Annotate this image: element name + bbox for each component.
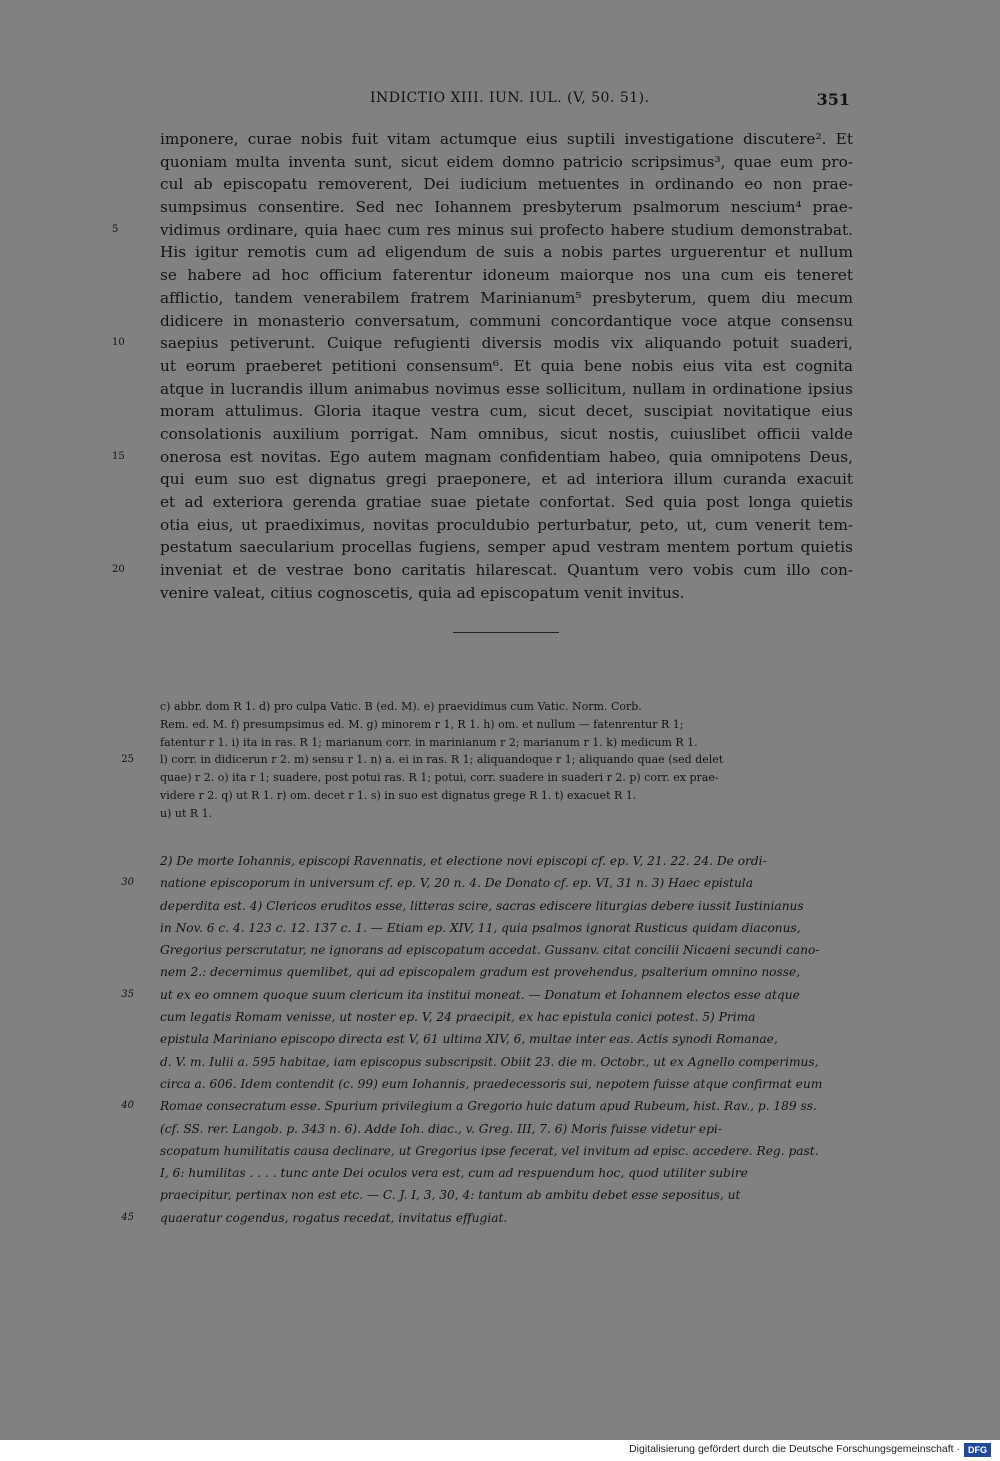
note-line — [121, 872, 853, 894]
body-line — [112, 332, 853, 355]
note-line — [160, 1140, 853, 1162]
note-text: epistula Mariniano episcopo directa est V, 61 ultima XIV, 6, multae inter eas. Actis synodi Romanae, — [160, 1032, 778, 1047]
line-number: 10 — [112, 337, 125, 349]
note-line — [121, 1207, 853, 1229]
apparatus-text: Rem. ed. M. f) presumpsimus ed. M. g) minorem r 1, R 1. h) om. et nullum — fatenrentur R 1; — [160, 717, 684, 731]
page-number: 351 — [816, 90, 850, 109]
note-text: natione episcoporum in universum cf. ep. V, 20 n. 4. De Donato cf. ep. VI, 31 n. 3) Haec epistula — [160, 876, 753, 891]
dfg-logo: DFG — [964, 1443, 991, 1457]
note-text: quaeratur cogendus, rogatus recedat, invitatus effugiat. — [160, 1210, 508, 1225]
note-text: Gregorius perscrutatur, ne ignorans ad episcopatum accedat. Gussanv. citat concilii Nicaeni secundi cano- — [160, 943, 820, 958]
note-line — [160, 1028, 853, 1050]
line-number: 20 — [112, 564, 125, 576]
line-number: 45 — [121, 1211, 134, 1223]
body-text: consolationis auxilium porrigat. Nam omnibus, sicut nostis, cuiuslibet officii valde — [160, 424, 853, 443]
body-text: pestatum saecularium procellas fugiens, semper apud vestram mentem portum quietis — [160, 538, 853, 557]
page-header — [0, 90, 1000, 114]
note-line — [160, 1051, 853, 1073]
apparatus-text: l) corr. in didicerun r 2. m) sensu r 1. n) a. ei in ras. R 1; aliquandoque r 1; aliquando quae (sed delet — [160, 753, 724, 767]
body-line — [160, 468, 853, 491]
body-text: quoniam multa inventa sunt, sicut eidem domno patricio scripsimus³, quae eum pro- — [160, 152, 853, 171]
apparatus-line — [121, 751, 853, 769]
body-line — [160, 378, 853, 401]
note-text: 2) De morte Iohannis, episcopi Ravennatis, et electione novi episcopi cf. ep. V, 21. 22. 24. De ordi- — [160, 854, 767, 868]
critical-apparatus — [121, 698, 853, 823]
body-line — [160, 400, 853, 423]
digitization-footer — [0, 1440, 1000, 1461]
letter-body — [112, 128, 853, 604]
body-text: qui eum suo est dignatus gregi praeponere, et ad interiora illum curanda exacuit — [160, 470, 853, 489]
body-text: vidimus ordinare, quia haec cum res minus sui profecto habere studium demonstrabat. — [160, 220, 853, 239]
body-text: inveniat et de vestrae bono caritatis hilarescat. Quantum vero vobis cum illo con- — [160, 561, 853, 580]
body-line — [160, 151, 853, 174]
body-line — [112, 559, 853, 582]
note-text: cum legatis Romam venisse, ut noster ep. V, 24 praecipit, ex hac epistula conici potest. 5) Prima — [160, 1010, 756, 1025]
note-line — [160, 961, 853, 983]
body-text: imponere, curae nobis fuit vitam actumque eius suptili investigatione discutere². Et — [160, 130, 853, 148]
line-number: 30 — [121, 877, 134, 889]
separator-rule — [453, 632, 559, 633]
line-number: 25 — [121, 754, 134, 766]
apparatus-line — [160, 805, 853, 823]
note-text: Romae consecratum esse. Spurium privilegium a Gregorio huic datum apud Rubeum, hist. Rav., p. 189 ss. — [160, 1099, 817, 1114]
body-line — [112, 219, 853, 242]
note-text: deperdita est. 4) Clericos eruditos esse, litteras scire, sacras ediscere liturgias debere iussit Iustinianus — [160, 898, 804, 913]
note-line — [160, 917, 853, 939]
note-text: ut ex eo omnem quoque suum clericum ita institui moneat. — Donatum et Iohannem electos esse atque — [160, 987, 800, 1002]
note-text: nem 2.: decernimus quemlibet, qui ad episcopalem gradum est provehendus, psalterium omnino nosse, — [160, 965, 801, 980]
funding-notice: Digitalisierung gefördert durch die Deutsche Forschungsgemeinschaft · — [629, 1443, 960, 1455]
line-number: 15 — [112, 450, 125, 462]
apparatus-line — [160, 769, 853, 787]
body-line — [160, 241, 853, 264]
body-line — [160, 310, 853, 333]
note-text: in Nov. 6 c. 4. 123 c. 12. 137 c. 1. — Etiam ep. XIV, 11, quia psalmos ignorat Rusticus quidam diaconus, — [160, 920, 801, 935]
body-text: onerosa est novitas. Ego autem magnam confidentiam habeo, quia omnipotens Deus, — [160, 447, 853, 466]
body-text: otia eius, ut praediximus, novitas proculdubio perturbatur, peto, ut, cum venerit tem- — [160, 515, 853, 534]
note-line — [160, 939, 853, 961]
body-line — [160, 536, 853, 559]
apparatus-text: u) ut R 1. — [160, 806, 213, 820]
apparatus-line — [160, 716, 853, 734]
apparatus-text: quae) r 2. o) ita r 1; suadere, post potui ras. R 1; potui, corr. suadere in suaderi r 2. p) corr. ex prae- — [160, 771, 719, 785]
note-line — [160, 1073, 853, 1095]
body-text: se habere ad hoc officium faterentur idoneum maiorque nos una cum eis teneret — [160, 266, 853, 285]
note-line — [121, 1095, 853, 1117]
commentary-notes — [121, 850, 853, 1229]
note-line — [160, 1184, 853, 1206]
note-line — [160, 1006, 853, 1028]
note-text: circa a. 606. Idem contendit (c. 99) eum Iohannis, praedecessoris sui, nepotem fuisse atque confirmat eum — [160, 1076, 823, 1091]
note-line — [160, 850, 853, 872]
line-number: 5 — [112, 223, 119, 235]
body-text: ut eorum praeberet petitioni consensum⁶. Et quia bene nobis eius vita est cognita — [160, 356, 853, 375]
line-number: 35 — [121, 988, 134, 1000]
body-line — [160, 128, 853, 151]
body-text: His igitur remotis cum ad eligendum de suis a nobis partes urguerentur et nullum — [160, 243, 853, 262]
apparatus-text: videre r 2. q) ut R 1. r) om. decet r 1. s) in suo est dignatus grege R 1. t) exacuet R 1. — [160, 788, 637, 802]
body-line — [160, 173, 853, 196]
apparatus-line — [160, 734, 853, 752]
body-text: et ad exteriora gerenda gratiae suae pietate confortat. Sed quia post longa quietis — [160, 493, 853, 511]
body-line — [160, 514, 853, 537]
body-text: didicere in monasterio conversatum, communi concordantique voce atque consensu — [160, 311, 853, 330]
note-line — [160, 895, 853, 917]
body-line — [160, 423, 853, 446]
running-title: INDICTIO XIII. IUN. IUL. (V, 50. 51). — [370, 90, 650, 106]
body-text: cul ab episcopatu removerent, Dei iudicium metuentes in ordinando eo non prae- — [160, 175, 853, 194]
body-line — [160, 196, 853, 219]
note-text: (cf. SS. rer. Langob. p. 343 n. 6). Adde Ioh. diac., v. Greg. III, 7. 6) Moris fuisse videtur epi- — [160, 1121, 722, 1136]
body-line — [160, 582, 853, 605]
body-line — [160, 287, 853, 310]
body-text: moram attulimus. Gloria itaque vestra cum, sicut decet, suscipiat novitatique eius — [160, 402, 853, 421]
body-text: atque in lucrandis illum animabus novimus esse sollicitum, nullam in ordinatione ipsius — [160, 379, 853, 398]
apparatus-text: c) abbr. dom R 1. d) pro culpa Vatic. B (ed. M). e) praevidimus cum Vatic. Norm. Corb. — [160, 700, 642, 713]
apparatus-line — [160, 698, 853, 716]
apparatus-text: fatentur r 1. i) ita in ras. R 1; marianum corr. in marinianum r 2; marianum r 1. k) medicum R 1. — [160, 735, 698, 749]
line-number: 40 — [121, 1100, 134, 1112]
body-line — [112, 446, 853, 469]
note-text: scopatum humilitatis causa declinare, ut Gregorius ipse fecerat, vel invitum ad episc. accedere. Reg. past. — [160, 1143, 819, 1158]
body-line — [160, 355, 853, 378]
note-line — [160, 1118, 853, 1140]
body-line — [160, 264, 853, 287]
note-text: d. V. m. Iulii a. 595 habitae, iam episcopus subscripsit. Obiit 23. die m. Octobr., ut ex Agnello comperimus, — [160, 1054, 819, 1069]
body-text: sumpsimus consentire. Sed nec Iohannem presbyterum psalmorum nescium⁴ prae- — [160, 198, 853, 217]
note-text: I, 6: humilitas . . . . tunc ante Dei oculos vera est, cum ad respuendum hoc, quod utiliter subire — [160, 1166, 748, 1181]
body-text: saepius petiverunt. Cuique refugienti diversis modis vix aliquando potuit suaderi, — [160, 334, 853, 353]
body-line — [160, 491, 853, 514]
note-line — [160, 1162, 853, 1184]
note-text: praecipitur, pertinax non est etc. — C. J. I, 3, 30, 4: tantum ab ambitu debet esse sepositus, ut — [160, 1188, 741, 1203]
apparatus-line — [160, 787, 853, 805]
body-text: afflictio, tandem venerabilem fratrem Marinianum⁵ presbyterum, quem diu mecum — [160, 288, 853, 307]
note-line — [121, 984, 853, 1006]
body-text: venire valeat, citius cognoscetis, quia ad episcopatum venit invitus. — [160, 583, 685, 602]
